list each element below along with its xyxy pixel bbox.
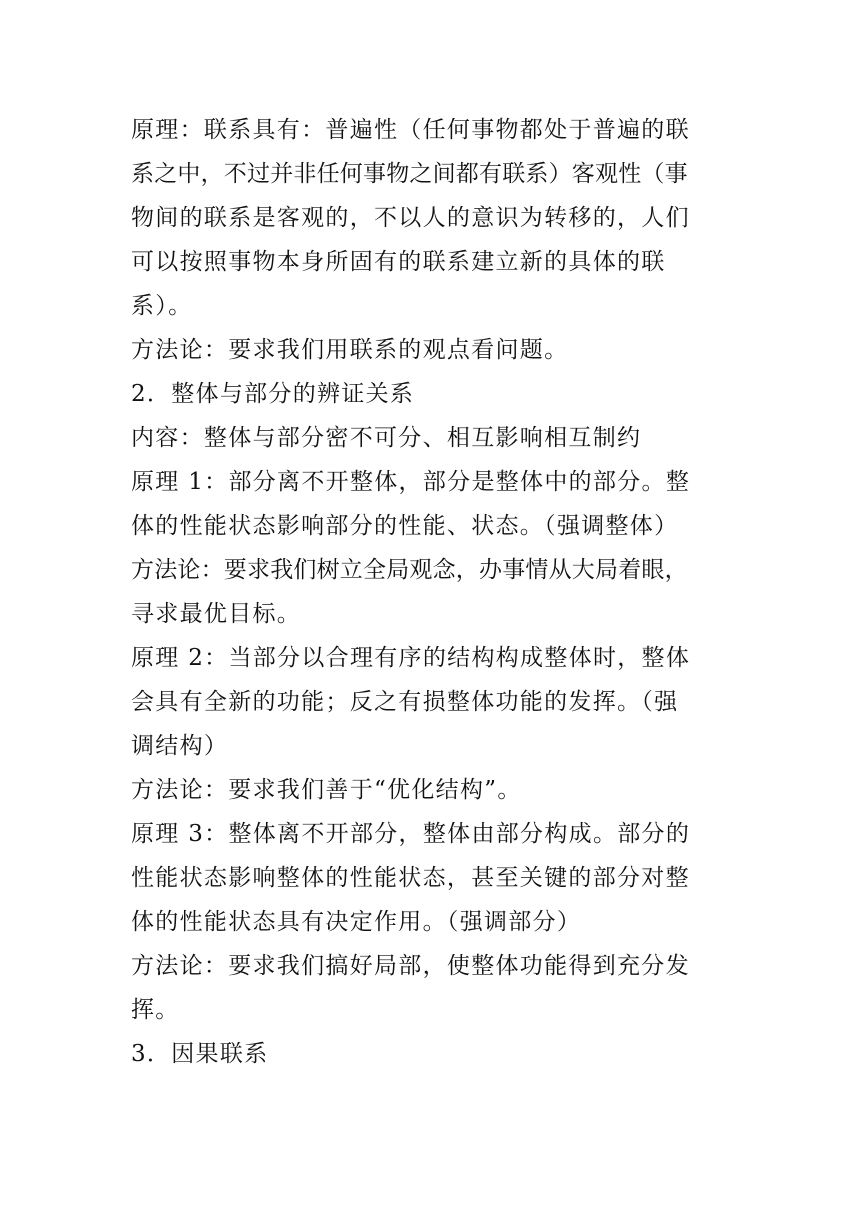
text-line: 方法论：要求我们搞好局部，使整体功能得到充分发 <box>131 953 690 979</box>
section-heading: 2．整体与部分的辨证关系 <box>131 381 415 407</box>
text-line: 会具有全新的功能；反之有损整体功能的发挥。（强 <box>131 689 679 715</box>
text-line: 性能状态影响整体的性能状态，甚至关键的部分对整 <box>131 865 690 891</box>
text-line: 原理 2：当部分以合理有序的结构构成整体时，整体 <box>131 645 691 671</box>
text-line: 物间的联系是客观的，不以人的意识为转移的，人们 <box>131 205 690 231</box>
text-line: 方法论：要求我们用联系的观点看问题。 <box>131 337 569 363</box>
text-line: 原理 1：部分离不开整体，部分是整体中的部分。整 <box>131 469 691 495</box>
text-line: 系）。 <box>131 293 193 319</box>
text-line: 体的性能状态具有决定作用。（强调部分） <box>131 909 582 935</box>
text-line: 原理 3：整体离不开部分，整体由部分构成。部分的 <box>131 821 691 847</box>
text-line: 可以按照事物本身所固有的联系建立新的具体的联 <box>131 249 666 275</box>
text-line: 方法论：要求我们树立全局观念，办事情从大局着眼， <box>131 557 688 583</box>
text-line: 系之中，不过并非任何事物之间都有联系）客观性（事 <box>131 161 688 187</box>
text-line: 调结构） <box>131 733 229 759</box>
text-line: 原理：联系具有：普遍性（任何事物都处于普遍的联 <box>131 117 690 143</box>
text-line: 方法论：要求我们善于“优化结构”。 <box>131 777 522 803</box>
text-line: 内容：整体与部分密不可分、相互影响相互制约 <box>131 425 642 451</box>
text-line: 寻求最优目标。 <box>131 601 302 627</box>
section-heading: 3．因果联系 <box>131 1041 269 1067</box>
document-body <box>131 108 731 1076</box>
text-line: 挥。 <box>131 997 180 1023</box>
text-line: 体的性能状态影响部分的性能、状态。（强调整体） <box>131 513 679 539</box>
